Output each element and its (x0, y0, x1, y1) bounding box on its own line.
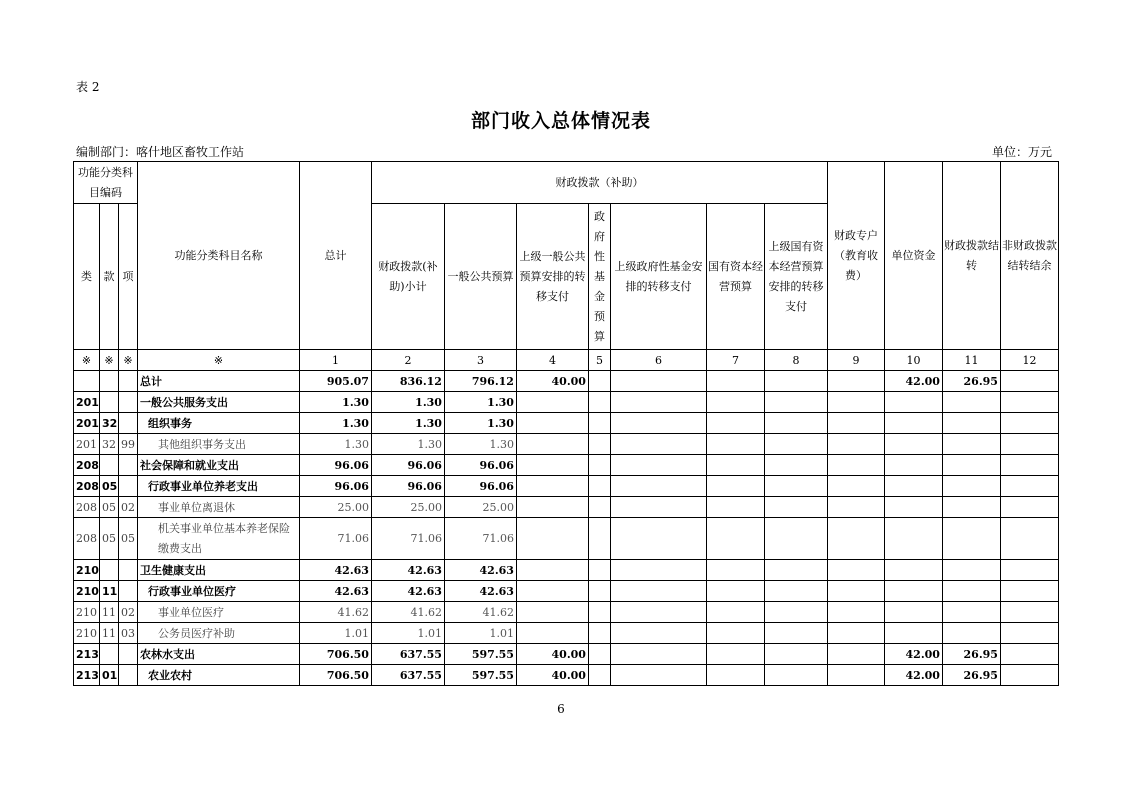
value-cell (827, 371, 884, 392)
unit-label: 单位：万元 (991, 145, 1052, 159)
value-cell: 836.12 (371, 371, 444, 392)
header-state-capital: 国有资本经营预算 (706, 204, 764, 350)
column-number-cell: ※ (99, 350, 118, 371)
value-cell (884, 623, 942, 644)
value-cell (764, 371, 827, 392)
value-cell (706, 455, 764, 476)
value-cell (610, 623, 706, 644)
value-cell (610, 644, 706, 665)
value-cell (1000, 560, 1058, 581)
column-number-cell: 10 (884, 350, 942, 371)
value-cell (516, 560, 588, 581)
value-cell (884, 602, 942, 623)
code-xiang (118, 665, 137, 686)
value-cell (1000, 602, 1058, 623)
value-cell (827, 434, 884, 455)
value-cell: 42.00 (884, 644, 942, 665)
value-cell (516, 518, 588, 560)
value-cell (516, 413, 588, 434)
code-lei: 208 (74, 497, 100, 518)
code-lei: 213 (74, 665, 100, 686)
value-cell (610, 476, 706, 497)
value-cell: 1.30 (444, 434, 516, 455)
code-kuan (99, 455, 118, 476)
value-cell (764, 392, 827, 413)
header-total: 总计 (299, 162, 371, 350)
value-cell (588, 434, 610, 455)
column-number-cell: ※ (74, 350, 100, 371)
subject-name: 行政事业单位养老支出 (137, 476, 299, 497)
table-row (74, 392, 1059, 413)
value-cell: 71.06 (371, 518, 444, 560)
value-cell: 597.55 (444, 644, 516, 665)
code-kuan: 05 (99, 476, 118, 497)
value-cell: 25.00 (299, 497, 371, 518)
value-cell: 42.63 (299, 560, 371, 581)
value-cell (764, 455, 827, 476)
value-cell (588, 518, 610, 560)
header-kuan: 款 (99, 204, 118, 350)
value-cell (884, 455, 942, 476)
header-code-group: 功能分类科目编码 (74, 162, 138, 204)
value-cell: 42.63 (444, 581, 516, 602)
value-cell (827, 560, 884, 581)
value-cell: 26.95 (942, 371, 1000, 392)
value-cell: 597.55 (444, 665, 516, 686)
table-row (74, 371, 1059, 392)
code-xiang (118, 455, 137, 476)
value-cell (884, 392, 942, 413)
value-cell: 796.12 (444, 371, 516, 392)
value-cell (706, 518, 764, 560)
value-cell (588, 497, 610, 518)
header-unit-fund: 单位资金 (884, 162, 942, 350)
value-cell: 42.63 (299, 581, 371, 602)
header-general-budget: 一般公共预算 (444, 204, 516, 350)
value-cell: 25.00 (444, 497, 516, 518)
subject-name: 总计 (137, 371, 299, 392)
value-cell (610, 455, 706, 476)
value-cell (764, 476, 827, 497)
value-cell (610, 413, 706, 434)
subject-name: 事业单位离退休 (137, 497, 299, 518)
value-cell (1000, 518, 1058, 560)
code-lei (74, 371, 100, 392)
value-cell (1000, 665, 1058, 686)
value-cell (588, 581, 610, 602)
value-cell: 40.00 (516, 371, 588, 392)
value-cell (610, 518, 706, 560)
value-cell (1000, 455, 1058, 476)
value-cell (884, 476, 942, 497)
value-cell (764, 518, 827, 560)
value-cell (1000, 434, 1058, 455)
code-lei: 210 (74, 581, 100, 602)
page-number: 6 (557, 702, 565, 716)
subject-name: 农业农村 (137, 665, 299, 686)
column-number-row (74, 350, 1059, 371)
code-lei: 210 (74, 623, 100, 644)
header-fiscal-subtotal: 财政拨款(补助)小计 (371, 204, 444, 350)
value-cell (706, 392, 764, 413)
value-cell (942, 581, 1000, 602)
value-cell (764, 623, 827, 644)
value-cell: 42.63 (371, 560, 444, 581)
value-cell: 1.30 (299, 392, 371, 413)
value-cell (588, 371, 610, 392)
header-fiscal-carryover: 财政拨款结转 (942, 162, 1000, 350)
header-lei: 类 (74, 204, 100, 350)
table-row (74, 560, 1059, 581)
table-row (74, 581, 1059, 602)
subject-name: 一般公共服务支出 (137, 392, 299, 413)
value-cell: 706.50 (299, 644, 371, 665)
code-xiang (118, 644, 137, 665)
value-cell (764, 581, 827, 602)
header-gov-fund: 政府性基金预算 (588, 204, 610, 350)
value-cell (706, 434, 764, 455)
column-number-cell: 7 (706, 350, 764, 371)
value-cell (827, 497, 884, 518)
value-cell (516, 581, 588, 602)
column-number-cell: ※ (137, 350, 299, 371)
value-cell (588, 413, 610, 434)
value-cell (827, 455, 884, 476)
value-cell (942, 623, 1000, 644)
value-cell (610, 581, 706, 602)
value-cell (764, 560, 827, 581)
value-cell (588, 392, 610, 413)
value-cell: 71.06 (299, 518, 371, 560)
value-cell (588, 665, 610, 686)
code-kuan: 11 (99, 623, 118, 644)
value-cell: 42.63 (444, 560, 516, 581)
value-cell (516, 434, 588, 455)
value-cell: 42.63 (371, 581, 444, 602)
value-cell (827, 644, 884, 665)
value-cell (827, 581, 884, 602)
table-label: 表 2 (76, 80, 100, 94)
code-xiang (118, 560, 137, 581)
value-cell (884, 560, 942, 581)
table-row (74, 434, 1059, 455)
header-edu-fee: 财政专户（教育收费） (827, 162, 884, 350)
value-cell (942, 413, 1000, 434)
value-cell (884, 434, 942, 455)
column-number-cell: 1 (299, 350, 371, 371)
value-cell (610, 434, 706, 455)
value-cell (610, 560, 706, 581)
value-cell (764, 602, 827, 623)
header-xiang: 项 (118, 204, 137, 350)
column-number-cell: 6 (610, 350, 706, 371)
page-title: 部门收入总体情况表 (470, 110, 651, 132)
value-cell (706, 560, 764, 581)
value-cell (706, 581, 764, 602)
subject-name: 农林水支出 (137, 644, 299, 665)
code-xiang: 05 (118, 518, 137, 560)
subject-name: 事业单位医疗 (137, 602, 299, 623)
value-cell: 706.50 (299, 665, 371, 686)
code-lei: 201 (74, 392, 100, 413)
code-lei: 210 (74, 602, 100, 623)
value-cell: 1.30 (299, 434, 371, 455)
code-xiang: 99 (118, 434, 137, 455)
value-cell: 905.07 (299, 371, 371, 392)
value-cell: 96.06 (371, 455, 444, 476)
value-cell (706, 602, 764, 623)
value-cell: 96.06 (444, 455, 516, 476)
value-cell (588, 644, 610, 665)
column-number-cell: 12 (1000, 350, 1058, 371)
value-cell (1000, 497, 1058, 518)
code-kuan (99, 371, 118, 392)
subject-name: 其他组织事务支出 (137, 434, 299, 455)
table-row (74, 455, 1059, 476)
value-cell: 42.00 (884, 665, 942, 686)
code-xiang (118, 413, 137, 434)
value-cell (706, 413, 764, 434)
value-cell: 96.06 (299, 476, 371, 497)
header-upper-gov-fund: 上级政府性基金安排的转移支付 (610, 204, 706, 350)
table-row (74, 518, 1059, 560)
code-kuan (99, 560, 118, 581)
value-cell: 1.30 (371, 392, 444, 413)
value-cell: 1.01 (299, 623, 371, 644)
code-xiang (118, 476, 137, 497)
table-row (74, 497, 1059, 518)
value-cell: 1.01 (444, 623, 516, 644)
value-cell (942, 560, 1000, 581)
code-kuan: 11 (99, 602, 118, 623)
value-cell (610, 665, 706, 686)
value-cell: 96.06 (299, 455, 371, 476)
value-cell (884, 413, 942, 434)
column-number-cell: 2 (371, 350, 444, 371)
value-cell (706, 644, 764, 665)
value-cell (1000, 392, 1058, 413)
value-cell (827, 476, 884, 497)
header-upper-state-capital: 上级国有资本经营预算安排的转移支付 (764, 204, 827, 350)
code-lei: 201 (74, 434, 100, 455)
value-cell: 1.30 (444, 413, 516, 434)
code-lei: 208 (74, 518, 100, 560)
value-cell (884, 497, 942, 518)
value-cell: 637.55 (371, 665, 444, 686)
value-cell (942, 434, 1000, 455)
value-cell (1000, 476, 1058, 497)
value-cell: 41.62 (444, 602, 516, 623)
value-cell (764, 434, 827, 455)
value-cell: 26.95 (942, 644, 1000, 665)
value-cell (610, 602, 706, 623)
value-cell: 41.62 (299, 602, 371, 623)
subject-name: 组织事务 (137, 413, 299, 434)
table-row (74, 665, 1059, 686)
table-row (74, 623, 1059, 644)
header-nonfiscal-carryover: 非财政拨款结转结余 (1000, 162, 1058, 350)
column-number-cell: 11 (942, 350, 1000, 371)
value-cell (764, 413, 827, 434)
code-kuan: 11 (99, 581, 118, 602)
value-cell (1000, 623, 1058, 644)
column-number-cell: 4 (516, 350, 588, 371)
code-kuan: 05 (99, 497, 118, 518)
value-cell (764, 497, 827, 518)
value-cell (706, 476, 764, 497)
code-kuan (99, 392, 118, 413)
table-row (74, 476, 1059, 497)
code-lei: 201 (74, 413, 100, 434)
value-cell: 40.00 (516, 644, 588, 665)
value-cell (827, 665, 884, 686)
value-cell (942, 518, 1000, 560)
code-lei: 208 (74, 476, 100, 497)
value-cell (588, 623, 610, 644)
value-cell (1000, 413, 1058, 434)
value-cell (942, 392, 1000, 413)
value-cell (827, 623, 884, 644)
value-cell: 1.30 (444, 392, 516, 413)
value-cell (516, 455, 588, 476)
value-cell: 41.62 (371, 602, 444, 623)
value-cell (1000, 581, 1058, 602)
value-cell (610, 371, 706, 392)
subject-name: 社会保障和就业支出 (137, 455, 299, 476)
value-cell (516, 602, 588, 623)
column-number-cell: 3 (444, 350, 516, 371)
code-kuan: 32 (99, 434, 118, 455)
table-row (74, 644, 1059, 665)
value-cell (588, 602, 610, 623)
value-cell (706, 371, 764, 392)
table-row (74, 602, 1059, 623)
value-cell (610, 392, 706, 413)
value-cell: 1.30 (371, 434, 444, 455)
compiling-department: 编制部门：喀什地区畜牧工作站 (76, 145, 245, 159)
value-cell (942, 497, 1000, 518)
code-xiang (118, 371, 137, 392)
value-cell: 26.95 (942, 665, 1000, 686)
value-cell (827, 392, 884, 413)
value-cell (884, 581, 942, 602)
value-cell (942, 455, 1000, 476)
value-cell (884, 518, 942, 560)
subject-name: 机关事业单位基本养老保险缴费支出 (137, 518, 299, 560)
code-kuan: 32 (99, 413, 118, 434)
value-cell (827, 602, 884, 623)
value-cell: 96.06 (444, 476, 516, 497)
value-cell (588, 476, 610, 497)
code-lei: 208 (74, 455, 100, 476)
value-cell (827, 518, 884, 560)
value-cell (516, 476, 588, 497)
column-number-cell: ※ (118, 350, 137, 371)
table-row (74, 413, 1059, 434)
code-xiang (118, 581, 137, 602)
value-cell (942, 476, 1000, 497)
column-number-cell: 9 (827, 350, 884, 371)
income-table (73, 161, 1059, 686)
value-cell (942, 602, 1000, 623)
code-xiang: 02 (118, 497, 137, 518)
value-cell: 40.00 (516, 665, 588, 686)
value-cell: 637.55 (371, 644, 444, 665)
subject-name: 公务员医疗补助 (137, 623, 299, 644)
code-kuan: 05 (99, 518, 118, 560)
code-kuan (99, 644, 118, 665)
value-cell (764, 644, 827, 665)
subject-name: 卫生健康支出 (137, 560, 299, 581)
value-cell (706, 497, 764, 518)
value-cell (610, 497, 706, 518)
value-cell: 25.00 (371, 497, 444, 518)
code-lei: 210 (74, 560, 100, 581)
value-cell (1000, 644, 1058, 665)
value-cell: 1.01 (371, 623, 444, 644)
value-cell: 96.06 (371, 476, 444, 497)
code-lei: 213 (74, 644, 100, 665)
header-fiscal-group: 财政拨款（补助） (371, 162, 827, 204)
value-cell (706, 623, 764, 644)
value-cell (827, 413, 884, 434)
column-number-cell: 5 (588, 350, 610, 371)
value-cell: 42.00 (884, 371, 942, 392)
value-cell: 71.06 (444, 518, 516, 560)
value-cell (516, 497, 588, 518)
header-upper-general: 上级一般公共预算安排的转移支付 (516, 204, 588, 350)
subject-name: 行政事业单位医疗 (137, 581, 299, 602)
code-xiang: 03 (118, 623, 137, 644)
value-cell (764, 665, 827, 686)
value-cell (588, 560, 610, 581)
column-number-cell: 8 (764, 350, 827, 371)
value-cell (516, 392, 588, 413)
value-cell: 1.30 (299, 413, 371, 434)
code-xiang (118, 392, 137, 413)
value-cell (1000, 371, 1058, 392)
code-xiang: 02 (118, 602, 137, 623)
value-cell: 1.30 (371, 413, 444, 434)
code-kuan: 01 (99, 665, 118, 686)
value-cell (516, 623, 588, 644)
value-cell (588, 455, 610, 476)
value-cell (706, 665, 764, 686)
header-name: 功能分类科目名称 (137, 162, 299, 350)
